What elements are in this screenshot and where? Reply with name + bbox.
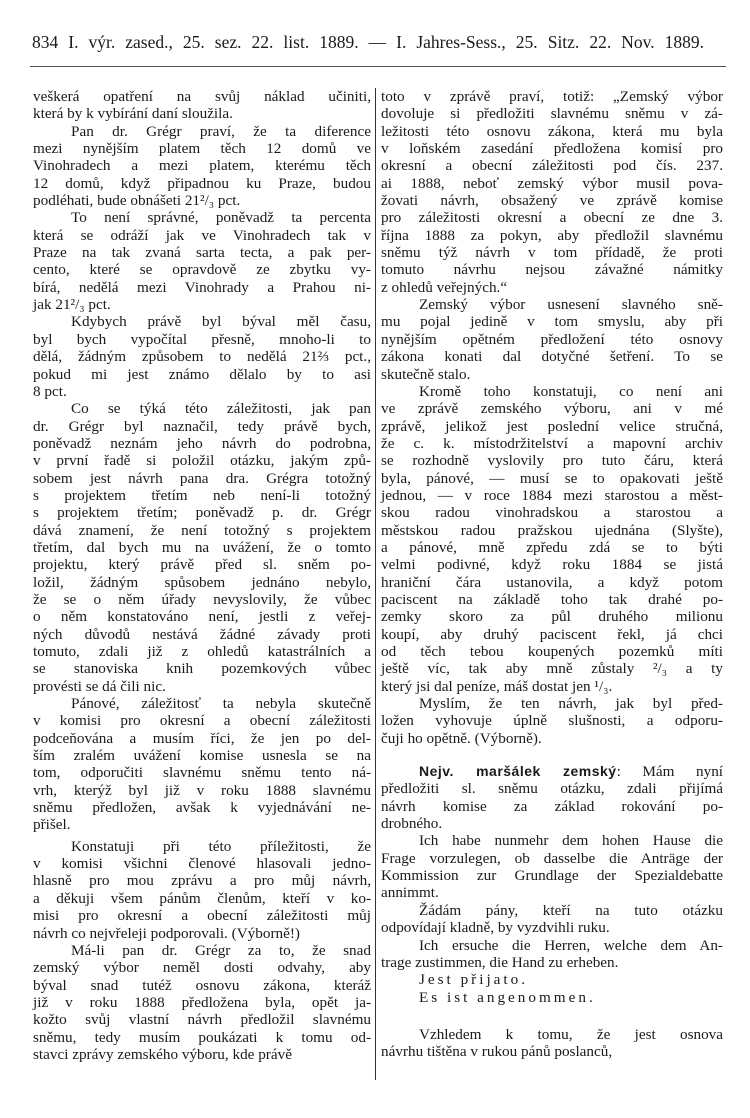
text-line: tomuto návrhu nejsou závažné námitky xyxy=(381,261,723,279)
text-line: s projektem třetím neb není-li totožný xyxy=(33,486,371,504)
text-line: návrh komise za základ rokování po- xyxy=(381,797,723,815)
text-line: Es ist angenommen. xyxy=(419,988,596,1006)
text-line: která se odráží jak ve Vinohradech tak v xyxy=(33,226,371,244)
text-line: dává znamení, že není totožný s projektem xyxy=(33,521,371,539)
text-line: o něm konstatováno není, jestli z veřej- xyxy=(33,608,371,626)
text-line: Zemský výbor usnesení slavného sně- xyxy=(419,296,723,314)
text-line: tom, odporučiti slavnému sněmu tento ná- xyxy=(33,764,371,782)
paragraph-gap xyxy=(381,1006,723,1026)
text-line: kožto svůj vlastní návrh předložil slavnému xyxy=(33,1011,371,1029)
paragraph xyxy=(33,838,371,942)
right-column xyxy=(381,88,723,1061)
speaker-name: Nejv. maršálek zemský xyxy=(419,763,617,780)
text-line: Kromě toho konstatuji, co není ani xyxy=(419,382,723,400)
text-line: Kdybych právě byl býval měl času, xyxy=(71,313,371,331)
text-line: toto v zprávě praví, totiž: „Zemský výbor xyxy=(381,88,723,105)
text-line: sněmu předložen, avšak k vyjednávání ne- xyxy=(33,799,371,817)
text-line: pro záležitosti okresní a obecní ze dne 3. xyxy=(381,209,723,227)
text-line: mezi nynějším platem těch 12 domů ve xyxy=(33,140,371,158)
text-line: dělá, žádným způsobem to nedělá 21⅔ pct., xyxy=(33,348,371,366)
paragraph xyxy=(381,832,723,901)
text-line: annimmt. xyxy=(381,884,439,902)
text-line: přišel. xyxy=(33,816,71,834)
paragraph xyxy=(381,937,723,972)
paragraph xyxy=(381,1026,723,1061)
text-line: skutečně stalo. xyxy=(381,365,471,383)
text-line xyxy=(381,763,723,780)
text-line: Co se týká této záležitosti, jak pan xyxy=(71,400,371,418)
text-line: drobného. xyxy=(381,815,443,833)
text-line: bírá, nedělá mezi Vinohrady a Prahou ni- xyxy=(33,278,371,296)
text-line: žovati návrh, obsažený ve zprávě komise xyxy=(381,192,723,210)
left-column xyxy=(33,88,371,1063)
text-line: v komisi všichni členové hlasovali jedno- xyxy=(33,855,371,873)
text-line: nynějším opětném předložení této osnovy xyxy=(381,330,723,348)
text-line: provésti se dá čili nic. xyxy=(33,677,166,695)
paragraph xyxy=(33,209,371,313)
text-line: mu pojal jedině v tom smyslu, aby při xyxy=(381,313,723,331)
text-line: který jsi dal peníze, máš dostat jen ¹/₃. xyxy=(381,677,613,695)
paragraph xyxy=(381,695,723,747)
text-line: sobem jest návrh pana dra. Grégra totožný xyxy=(33,469,371,487)
text-line: která by k vybírání daní sloužila. xyxy=(33,105,233,123)
text-line: se rozhodně vyslovily pro tuto čáru, která xyxy=(381,452,723,470)
text-line: že se o něm úřady nevyslovily, že vůbec xyxy=(33,590,371,608)
text-line: Vzhledem k tomu, že jest osnova xyxy=(419,1025,723,1043)
text-line: 12 domů, když připadnou ku Praze, budou xyxy=(33,174,371,192)
paragraph xyxy=(33,313,371,400)
paragraph xyxy=(33,88,371,123)
text-line: byla, pánové, — musí se to opakovati ještě xyxy=(381,469,723,487)
text-line: býval snad tutéž osnovu zákona, kteráž xyxy=(33,976,371,994)
paragraph xyxy=(33,942,371,1063)
text-line: zemky skoro za půl druhého milionu xyxy=(381,608,723,626)
text-line: Má-li pan dr. Grégr za to, že snad xyxy=(71,941,371,959)
text-line: Pan dr. Grégr praví, že ta diference xyxy=(71,122,371,140)
text-line: v komisi pro okresní a obecní záležitosti xyxy=(33,712,371,730)
text-line: Žádám pány, kteří na tuto otázku xyxy=(419,901,723,919)
text-line: misi pro okresní a obecní záležitosti můj xyxy=(33,907,371,925)
text-line: ležitosti této osnovu zákona, která mu byla xyxy=(381,122,723,140)
text-line: Ich ersuche die Herren, welche dem An- xyxy=(419,936,723,954)
running-header: 834 I. výr. zased., 25. sez. 22. list. 1889. — I. Jahres-Sess., 25. Sitz. 22. Nov. 1889. xyxy=(32,32,704,52)
text-line: návrhu tištěna v rukou pánů poslanců, xyxy=(381,1043,613,1061)
text-line: skou radou vinohradskou a starostou a xyxy=(381,504,723,522)
text-line: podléhati, bude obnášeti 21²/₃ pct. xyxy=(33,192,241,210)
column-divider xyxy=(375,88,376,1080)
text-line: s projektem třetím; poněvadž p. dr. Grégr xyxy=(33,504,371,522)
header-rule xyxy=(30,66,726,67)
text-line: hraniční čára ustanovila, a když potom xyxy=(381,573,723,591)
text-line: ai 1888, neboť zemský výbor musil pova- xyxy=(381,174,723,192)
text-line: zprávě, jelikož jest poslední velice stručná, xyxy=(381,417,723,435)
text-line: stavci zprávy zemského výboru, kde právě xyxy=(33,1045,292,1063)
text-line: byl bych vypočítal přesně, mnoho-li to xyxy=(33,330,371,348)
text-line: vrh, kterýž byl již v roku 1888 slavnému xyxy=(33,781,371,799)
text-line: předložiti sl. sněmu otázku, zdali přijímá xyxy=(381,780,723,798)
text-line: v první řadě si položil otázku, jakým způ- xyxy=(33,452,371,470)
text-line: návrh co nejvřeleji podporovali. (Výborně!) xyxy=(33,924,300,942)
text-line: podceňována a musím říci, že jen po del- xyxy=(33,729,371,747)
text-line: října 1888 za pokyn, aby předložil slavnému xyxy=(381,226,723,244)
text-line: okresní a obecní záležitosti pod čís. 237. xyxy=(381,157,723,175)
text-line: čuji ho opětně. (Výborně). xyxy=(381,729,542,747)
text-line: sněmu týž návrh v tom přídadě, že proti xyxy=(381,244,723,262)
speech-text: : Mám nyní xyxy=(616,763,724,781)
paragraph xyxy=(381,296,723,383)
text-line: pokud mi jest známo dělalo by to asi xyxy=(33,365,371,383)
text-line: Ich habe nunmehr dem hohen Hause die xyxy=(419,832,723,850)
text-line: Vinohradech a mezi platem, kterému těch xyxy=(33,157,371,175)
text-line: dovoluje si předložiti slavnému sněmu v zá- xyxy=(381,105,723,123)
text-line: odpovídají kladně, by vyzdvihli ruku. xyxy=(381,919,610,937)
text-line: poněvadž neznám jeho návrh do podrobna, xyxy=(33,434,371,452)
paragraph xyxy=(381,88,723,296)
text-line: ložil, žádným spůsobem jednáno nebylo, xyxy=(33,573,371,591)
text-line: To není správné, poněvadž ta percenta xyxy=(71,209,371,227)
text-line: Praze na tak zvaná sarta tecta, a pak per- xyxy=(33,244,371,262)
paragraph xyxy=(381,971,723,988)
text-line: velmi podivné, když roku 1884 se jistá xyxy=(381,556,723,574)
text-line: zákona konati dal dotyčné šetření. To se xyxy=(381,348,723,366)
text-line: Konstatuji při této příležitosti, že xyxy=(71,837,371,855)
text-line: sněmu, tedy musím poukázati k tomu od- xyxy=(33,1028,371,1046)
text-line: třetím, dal bych mu na uvážení, že o tomto xyxy=(33,538,371,556)
text-line: z ohledů veřejných.“ xyxy=(381,278,508,296)
text-line: se stanoviska knih pozemkových vůbec xyxy=(33,660,371,678)
text-line: již v roku 1888 předložena byla, opět ja- xyxy=(33,993,371,1011)
text-line: ším zralém uvážení komise usnesla se na xyxy=(33,747,371,765)
text-line: cento, které se opravdově ze zbytku vy- xyxy=(33,261,371,279)
text-line: Pánové, záležitosť ta nebyla skutečně xyxy=(71,695,371,713)
text-line: městskou radou pražskou ujednána (Slyšte), xyxy=(381,521,723,539)
text-line: Kommission zur Grundlage der Spezialdebatte xyxy=(381,867,723,885)
text-line: Jest přijato. xyxy=(419,971,529,989)
text-line: hlasně pro mou zprávu a pro můj návrh, xyxy=(33,872,371,890)
paragraph xyxy=(381,763,723,832)
text-line: projektu, který právě před sl. sněm po- xyxy=(33,556,371,574)
text-line: a děkuji všem pánům členům, kteří v ko- xyxy=(33,889,371,907)
text-line: ve zprávě zemského výboru, ani v mé xyxy=(381,400,723,418)
text-line: paciscent na základě toho tak drahé po- xyxy=(381,590,723,608)
paragraph xyxy=(33,400,371,695)
text-line: veškerá opatření na svůj náklad učiniti, xyxy=(33,88,371,105)
text-line: trage zustimmen, die Hand zu erheben. xyxy=(381,953,619,971)
text-line: 8 pct. xyxy=(33,382,67,400)
paragraph xyxy=(381,902,723,937)
text-line: ných důvodů nestává žádné závady proti xyxy=(33,625,371,643)
paragraph xyxy=(33,695,371,834)
text-line: zemský výbor neměl dosti odvahy, aby xyxy=(33,959,371,977)
text-line: dr. Grégr byl naznačil, tedy právě bych, xyxy=(33,417,371,435)
text-line: v loňském zasedání předložena komisí pro xyxy=(381,140,723,158)
text-line: ložen vyhovuje úplně slušnosti, a odporu- xyxy=(381,712,723,730)
paragraph xyxy=(33,123,371,210)
text-line: že c. k. místodržitelství a mapovní archiv xyxy=(381,434,723,452)
text-line: a pánové, mně zpředu zdá se to býti xyxy=(381,538,723,556)
text-line: ještě víc, tak aby mně zůstaly ²/₃ a ty xyxy=(381,660,723,678)
text-line: koupí, aby druhý paciscent řekl, já chci xyxy=(381,625,723,643)
text-line: jednou, — v roce 1884 mezi starostou a měst- xyxy=(381,486,723,504)
paragraph xyxy=(381,989,723,1006)
text-line: Frage vorzulegen, ob dasselbe die Anträge der xyxy=(381,849,723,867)
paragraph xyxy=(381,383,723,695)
text-line: Myslím, že ten návrh, jak byl před- xyxy=(419,695,723,713)
paragraph-gap xyxy=(381,747,723,763)
text-line: od těch tebou koupených pozemků míti xyxy=(381,643,723,660)
text-line: jak 21²/₃ pct. xyxy=(33,296,111,314)
text-line: tomuto, zdali již z ohledů katastrálních a xyxy=(33,643,371,660)
